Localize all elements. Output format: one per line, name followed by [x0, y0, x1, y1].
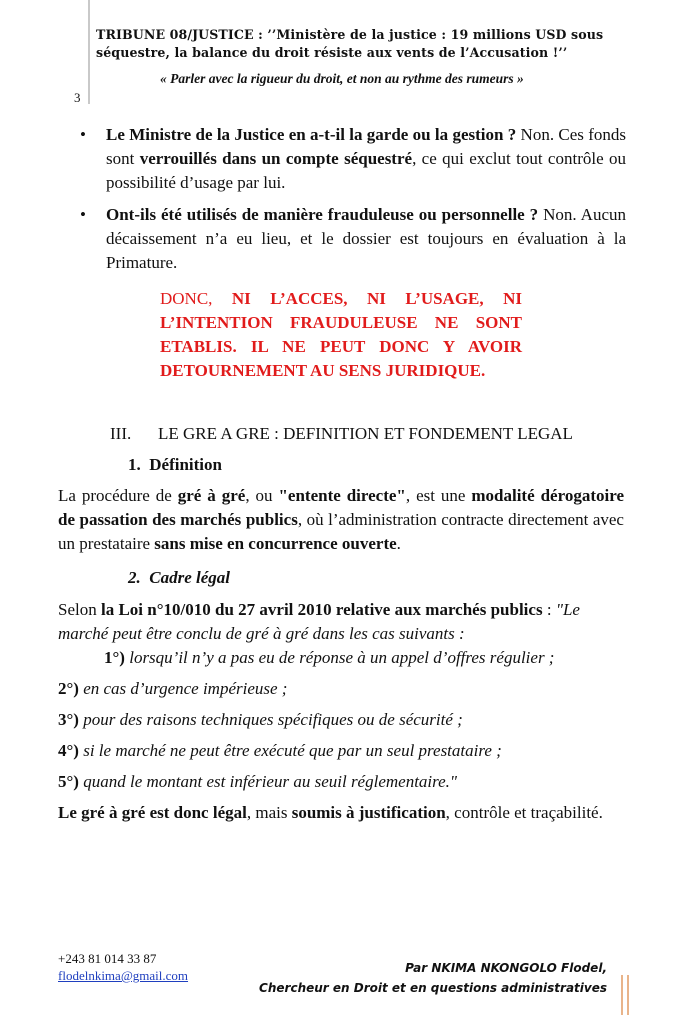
- alert-text: NI L’ACCES, NI L’USAGE, NI L’INTENTION FRAUDULEUSE NE SONT ETABLIS. IL NE PEUT DONC Y AVOIR DETOURNEMENT AU SENS JURIDIQUE.: [160, 289, 522, 380]
- bullet-icon: •: [80, 205, 86, 224]
- phone-number: +243 81 014 33 87: [58, 951, 157, 966]
- paragraph-emphasis: sans mise en concurrence ouverte: [154, 534, 397, 553]
- paragraph-text: , contrôle et traçabilité.: [445, 803, 603, 822]
- list-item: [58, 646, 628, 670]
- paragraph-text: , où l’administration contracte directement avec un prestataire: [58, 510, 624, 553]
- subsection-heading-cadre: 2. Cadre légal: [128, 568, 230, 587]
- list-item: [58, 741, 502, 761]
- question-list: [78, 123, 626, 283]
- item-number: 1°): [104, 648, 125, 667]
- page-number: 3: [74, 90, 81, 105]
- email-link[interactable]: flodelnkima@gmail.com: [58, 968, 189, 983]
- list-item: [58, 772, 457, 792]
- item-text: en cas d’urgence impérieuse ;: [78, 679, 288, 698]
- law-reference: la Loi n°10/010 du 27 avril 2010 relative aux marchés publics: [100, 600, 543, 619]
- paragraph-emphasis: Le gré à gré est donc légal: [58, 803, 247, 822]
- item-number: 2°): [58, 679, 79, 698]
- list-item: [78, 203, 626, 275]
- law-paragraph: [58, 598, 628, 670]
- paragraph-text: :: [542, 600, 556, 619]
- section-title: LE GRE A GRE : DEFINITION ET FONDEMENT LEGAL: [158, 424, 573, 443]
- header-rule: [88, 0, 90, 104]
- item-text: lorsqu’il n’y a pas eu de réponse à un appel d’offres régulier ;: [124, 648, 555, 667]
- item-text: pour des raisons techniques spécifiques ou de sécurité ;: [78, 710, 463, 729]
- paragraph-emphasis: gré à gré: [177, 486, 246, 505]
- paragraph-text: La procédure de: [58, 486, 178, 505]
- definition-paragraph: [58, 484, 624, 556]
- paragraph-text: .: [396, 534, 401, 553]
- bullet-icon: •: [80, 125, 86, 144]
- decor-line: [621, 975, 623, 1015]
- answer-text: , ce qui exclut tout contrôle ou possibilité d’usage par lui.: [106, 149, 626, 192]
- page-title: TRIBUNE 08/JUSTICE : ’’Ministère de la justice : 19 millions USD sous séquestre, la balance du droit résiste aux vents de l’Accusation !’’: [96, 27, 604, 60]
- paragraph-emphasis: modalité dérogatoire de passation des marchés publics: [58, 486, 624, 529]
- list-item: [78, 123, 626, 195]
- alert-lead: DONC,: [160, 289, 232, 308]
- item-number: 5°): [58, 772, 79, 791]
- author-role: Chercheur en Droit et en questions administratives: [259, 981, 607, 995]
- list-item: [58, 710, 463, 730]
- subsection-heading-definition: 1. Définition: [128, 455, 222, 474]
- paragraph-text: , ou: [245, 486, 279, 505]
- question-text: Ont-ils été utilisés de manière frauduleuse ou personnelle ?: [106, 205, 539, 224]
- paragraph-text: , mais: [246, 803, 292, 822]
- law-quote: "Le marché peut être conclu de gré à gré dans les cas suivants :: [58, 600, 580, 643]
- section-heading: [110, 424, 573, 444]
- paragraph-text: Selon: [58, 600, 101, 619]
- list-item: [58, 679, 287, 699]
- answer-emphasis: verrouillés dans un compte séquestré: [139, 149, 413, 168]
- question-text: Le Ministre de la Justice en a-t-il la garde ou la gestion ?: [106, 125, 517, 144]
- answer-text: Non. Aucun décaissement n’a eu lieu, et le dossier est toujours en évaluation à la Primature.: [106, 205, 627, 272]
- answer-text: Non. Ces fonds sont: [106, 125, 626, 168]
- footer-contact: [58, 950, 188, 984]
- item-text: quand le montant est inférieur au seuil réglementaire.": [78, 772, 458, 791]
- item-number: 3°): [58, 710, 79, 729]
- decor-line: [627, 975, 629, 1015]
- item-text: si le marché ne peut être exécuté que par un seul prestataire ;: [78, 741, 502, 760]
- paragraph-emphasis: soumis à justification: [291, 803, 446, 822]
- page-subtitle: « Parler avec la rigueur du droit, et non au rythme des rumeurs »: [160, 71, 524, 86]
- footer-author: [259, 958, 607, 998]
- paragraph-emphasis: "entente directe": [278, 486, 406, 505]
- conclusion-paragraph: [58, 803, 603, 823]
- author-name: Par NKIMA NKONGOLO Flodel,: [405, 961, 607, 975]
- paragraph-text: , est une: [405, 486, 472, 505]
- item-number: 4°): [58, 741, 79, 760]
- section-number: III.: [110, 424, 132, 443]
- conclusion-alert: [160, 287, 522, 383]
